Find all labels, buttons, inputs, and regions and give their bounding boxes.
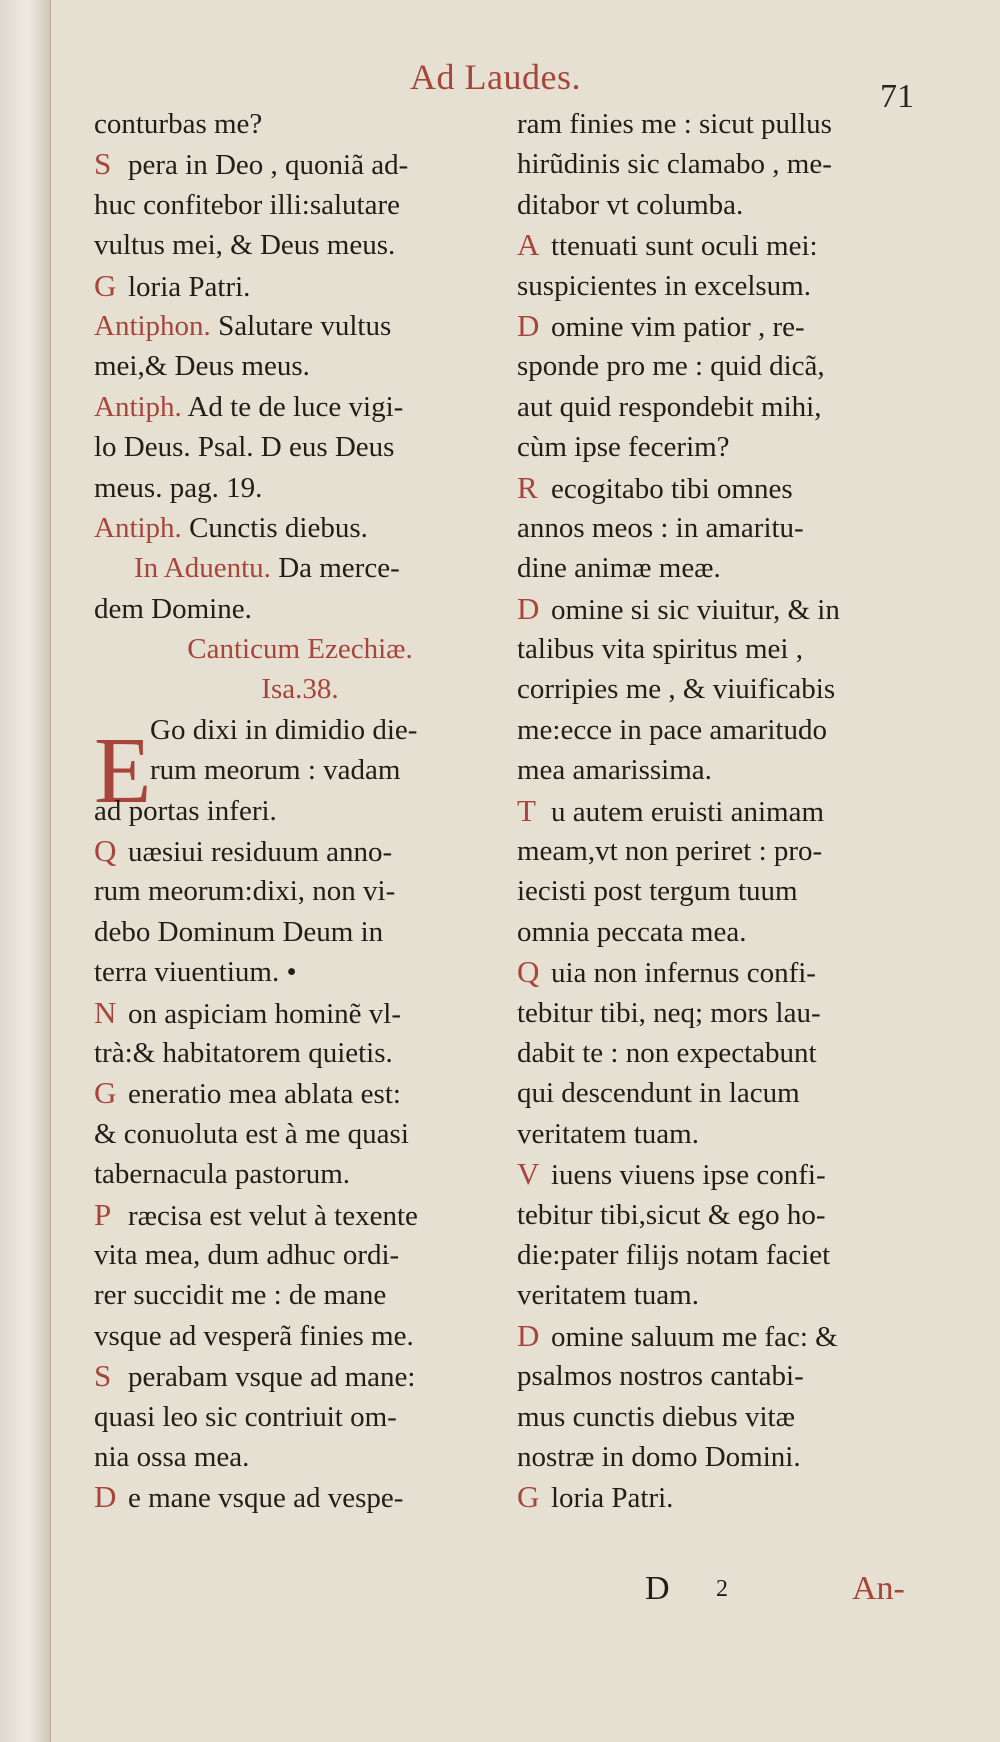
line-text: pera in Deo , quoniã ad- xyxy=(128,149,409,182)
text-line xyxy=(94,1235,506,1275)
initial-letter: N xyxy=(94,994,117,1030)
line-text: vsque ad vesperã finies me. xyxy=(94,1319,414,1352)
text-line xyxy=(94,750,506,790)
rubric-label: Antiph. xyxy=(94,390,182,423)
line-text: ræcisa est velut à texente xyxy=(128,1199,418,1232)
line-text: eneratio mea ablata est: xyxy=(128,1078,401,1111)
text-line xyxy=(517,1235,930,1275)
line-text: vultus mei, & Deus meus. xyxy=(94,229,396,262)
text-line xyxy=(94,508,506,548)
initial-letter: S xyxy=(94,146,112,182)
text-line xyxy=(517,508,930,548)
line-text: ttenuati sunt oculi mei: xyxy=(551,230,818,263)
signature-number: 2 xyxy=(716,1576,728,1602)
line-text: ditabor vt columba. xyxy=(517,188,744,221)
line-text: sponde pro me : quid dicã, xyxy=(517,350,825,383)
text-line xyxy=(94,104,506,144)
rubric-text: Ad te de luce vigi- xyxy=(181,390,404,423)
initial-letter: A xyxy=(517,227,540,263)
text-line xyxy=(94,912,506,952)
line-text: omine si sic viuitur, & in xyxy=(551,593,840,626)
line-text: hirũdinis sic clamabo , me- xyxy=(517,148,832,181)
text-line xyxy=(94,1477,506,1517)
text-line xyxy=(517,629,930,669)
line-text: ecogitabo tibi omnes xyxy=(551,472,793,505)
text-line xyxy=(517,952,930,992)
text-line xyxy=(94,831,506,871)
running-title: Ad Laudes. xyxy=(410,57,581,97)
text-line xyxy=(517,1316,930,1356)
rubric-text: Salutare vultus xyxy=(210,309,392,342)
line-text: Go dixi in dimidio die- xyxy=(150,713,418,746)
line-text: mus cunctis diebus vitæ xyxy=(517,1400,795,1433)
text-line xyxy=(517,468,930,508)
catchword: An- xyxy=(852,1570,905,1607)
text-line xyxy=(517,912,930,952)
line-text: aut quid respondebit mihi, xyxy=(517,390,822,423)
line-text: loria Patri. xyxy=(128,270,251,303)
text-line xyxy=(94,871,506,911)
text-line xyxy=(517,144,930,184)
text-line xyxy=(517,1356,930,1396)
text-line xyxy=(517,1154,930,1194)
text-line xyxy=(94,791,506,831)
text-line xyxy=(517,1397,930,1437)
line-text: u autem eruisti animam xyxy=(551,795,825,828)
line-text: lo Deus. Psal. D eus Deus xyxy=(94,431,395,464)
section-heading: Isa.38. xyxy=(261,673,339,706)
line-text: corripies me , & viuificabis xyxy=(517,673,836,706)
text-line xyxy=(517,225,930,265)
text-line xyxy=(94,306,506,346)
rubric-label: In Aduentu. xyxy=(134,552,271,585)
line-text: talibus vita spiritus mei , xyxy=(517,633,803,666)
line-text: conturbas me? xyxy=(94,108,263,140)
line-text: tebitur tibi,sicut & ego ho- xyxy=(517,1198,826,1231)
line-text: ad portas inferi. xyxy=(94,794,277,827)
line-text: trà:& habitatorem quietis. xyxy=(94,1036,393,1069)
text-line xyxy=(94,185,506,225)
rubric-text: Cunctis diebus. xyxy=(181,511,368,544)
text-line xyxy=(517,1195,930,1235)
line-text: uæsiui residuum anno- xyxy=(128,836,393,869)
text-line xyxy=(94,952,506,992)
line-text: & conuoluta est à me quasi xyxy=(94,1117,409,1150)
text-line xyxy=(517,871,930,911)
line-text: on aspiciam hominẽ vl- xyxy=(128,997,402,1030)
text-line xyxy=(517,427,930,467)
line-text: iecisti post tergum tuum xyxy=(517,875,798,908)
line-text: mei,& Deus meus. xyxy=(94,350,310,383)
text-line xyxy=(517,387,930,427)
initial-letter: V xyxy=(517,1156,540,1192)
line-text: veritatem tuam. xyxy=(517,1117,699,1150)
initial-letter: P xyxy=(94,1196,112,1232)
text-line xyxy=(94,1397,506,1437)
text-line xyxy=(94,1114,506,1154)
line-text: iuens viuens ipse confi- xyxy=(551,1159,826,1192)
text-line xyxy=(517,1477,930,1517)
text-line xyxy=(517,993,930,1033)
initial-letter: D xyxy=(94,1479,117,1515)
text-line xyxy=(94,993,506,1033)
line-text: quasi leo sic contriuit om- xyxy=(94,1400,397,1433)
text-line xyxy=(94,710,506,750)
right-text-column xyxy=(517,104,930,1518)
line-text: perabam vsque ad mane: xyxy=(128,1361,416,1394)
initial-letter: R xyxy=(517,469,538,505)
text-line xyxy=(517,1073,930,1113)
line-text: cùm ipse fecerim? xyxy=(517,431,730,464)
line-text: psalmos nostros cantabi- xyxy=(517,1360,804,1393)
text-line xyxy=(94,1033,506,1073)
line-text: suspicientes in excelsum. xyxy=(517,269,811,302)
text-line xyxy=(517,791,930,831)
text-line xyxy=(517,346,930,386)
page-number: 71 xyxy=(880,78,914,115)
line-text: omnia peccata mea. xyxy=(517,915,747,948)
text-line xyxy=(94,1195,506,1235)
text-line xyxy=(94,1356,506,1396)
initial-letter: T xyxy=(517,792,536,828)
line-text: rer succidit me : de mane xyxy=(94,1279,387,1312)
line-text: omine saluum me fac: & xyxy=(551,1320,838,1353)
text-line xyxy=(517,1437,930,1477)
line-text: rum meorum:dixi, non vi- xyxy=(94,875,396,908)
line-text: e mane vsque ad vespe- xyxy=(128,1482,404,1515)
text-line xyxy=(94,427,506,467)
page-footer xyxy=(0,1570,1000,1610)
line-text: dem Domine. xyxy=(94,592,252,625)
line-text: dine animæ meæ. xyxy=(517,552,721,585)
line-text: die:pater filijs notam faciet xyxy=(517,1238,831,1271)
text-line xyxy=(94,144,506,184)
text-line xyxy=(517,669,930,709)
text-line xyxy=(517,185,930,225)
text-line xyxy=(94,589,506,629)
text-line xyxy=(517,104,930,144)
line-text: veritatem tuam. xyxy=(517,1279,699,1312)
text-line xyxy=(517,548,930,588)
decorated-initial: E xyxy=(94,719,152,823)
text-line xyxy=(94,225,506,265)
line-text: mea amarissima. xyxy=(517,754,712,787)
text-line xyxy=(517,306,930,346)
line-text: meus. pag. 19. xyxy=(94,471,263,504)
line-text: nostræ in domo Domini. xyxy=(517,1440,801,1473)
text-line xyxy=(517,710,930,750)
left-text-column xyxy=(94,104,506,1518)
text-line xyxy=(94,1275,506,1315)
line-text: tebitur tibi, neq; mors lau- xyxy=(517,996,821,1029)
line-text: nia ossa mea. xyxy=(94,1440,250,1473)
initial-letter: Q xyxy=(94,833,117,869)
text-line xyxy=(94,266,506,306)
initial-letter: D xyxy=(517,307,540,343)
text-line xyxy=(517,1114,930,1154)
text-line xyxy=(517,1275,930,1315)
text-line xyxy=(517,1033,930,1073)
section-heading: Canticum Ezechiæ. xyxy=(187,633,413,666)
initial-letter: D xyxy=(517,590,540,626)
initial-letter: G xyxy=(517,1479,540,1515)
text-line xyxy=(94,1154,506,1194)
initial-letter: G xyxy=(94,1075,117,1111)
line-text: terra viuentium. • xyxy=(94,956,297,989)
text-line xyxy=(94,1437,506,1477)
line-text: uia non infernus confi- xyxy=(551,957,816,990)
text-line xyxy=(517,589,930,629)
text-line xyxy=(517,750,930,790)
line-text: me:ecce in pace amaritudo xyxy=(517,713,827,746)
text-line xyxy=(94,387,506,427)
line-text: annos meos : in amaritu- xyxy=(517,511,804,544)
line-text: rum meorum : vadam xyxy=(150,754,401,787)
text-line xyxy=(94,346,506,386)
line-text: tabernacula pastorum. xyxy=(94,1158,351,1191)
initial-letter: S xyxy=(94,1358,112,1394)
line-text: debo Dominum Deum in xyxy=(94,915,384,948)
line-text: omine vim patior , re- xyxy=(551,310,805,343)
text-line xyxy=(517,831,930,871)
line-text: loria Patri. xyxy=(551,1482,674,1515)
line-text: ram finies me : sicut pullus xyxy=(517,108,832,140)
line-text: dabit te : non expectabunt xyxy=(517,1036,817,1069)
line-text: huc confitebor illi:salutare xyxy=(94,188,401,221)
facing-page-edge xyxy=(0,0,51,1742)
initial-letter: G xyxy=(94,267,117,303)
text-line xyxy=(94,468,506,508)
text-line xyxy=(517,266,930,306)
text-line xyxy=(94,548,506,588)
rubric-text: Da merce- xyxy=(270,552,400,585)
line-text: vita mea, dum adhuc ordi- xyxy=(94,1238,400,1271)
initial-letter: D xyxy=(517,1317,540,1353)
text-line xyxy=(94,1073,506,1113)
line-text: qui descendunt in lacum xyxy=(517,1077,800,1110)
initial-letter: Q xyxy=(517,954,540,990)
rubric-label: Antiph. xyxy=(94,511,182,544)
line-text: meam,vt non periret : pro- xyxy=(517,835,823,868)
signature-mark: D xyxy=(645,1570,670,1607)
text-line xyxy=(94,1316,506,1356)
rubric-label: Antiphon. xyxy=(94,309,211,342)
